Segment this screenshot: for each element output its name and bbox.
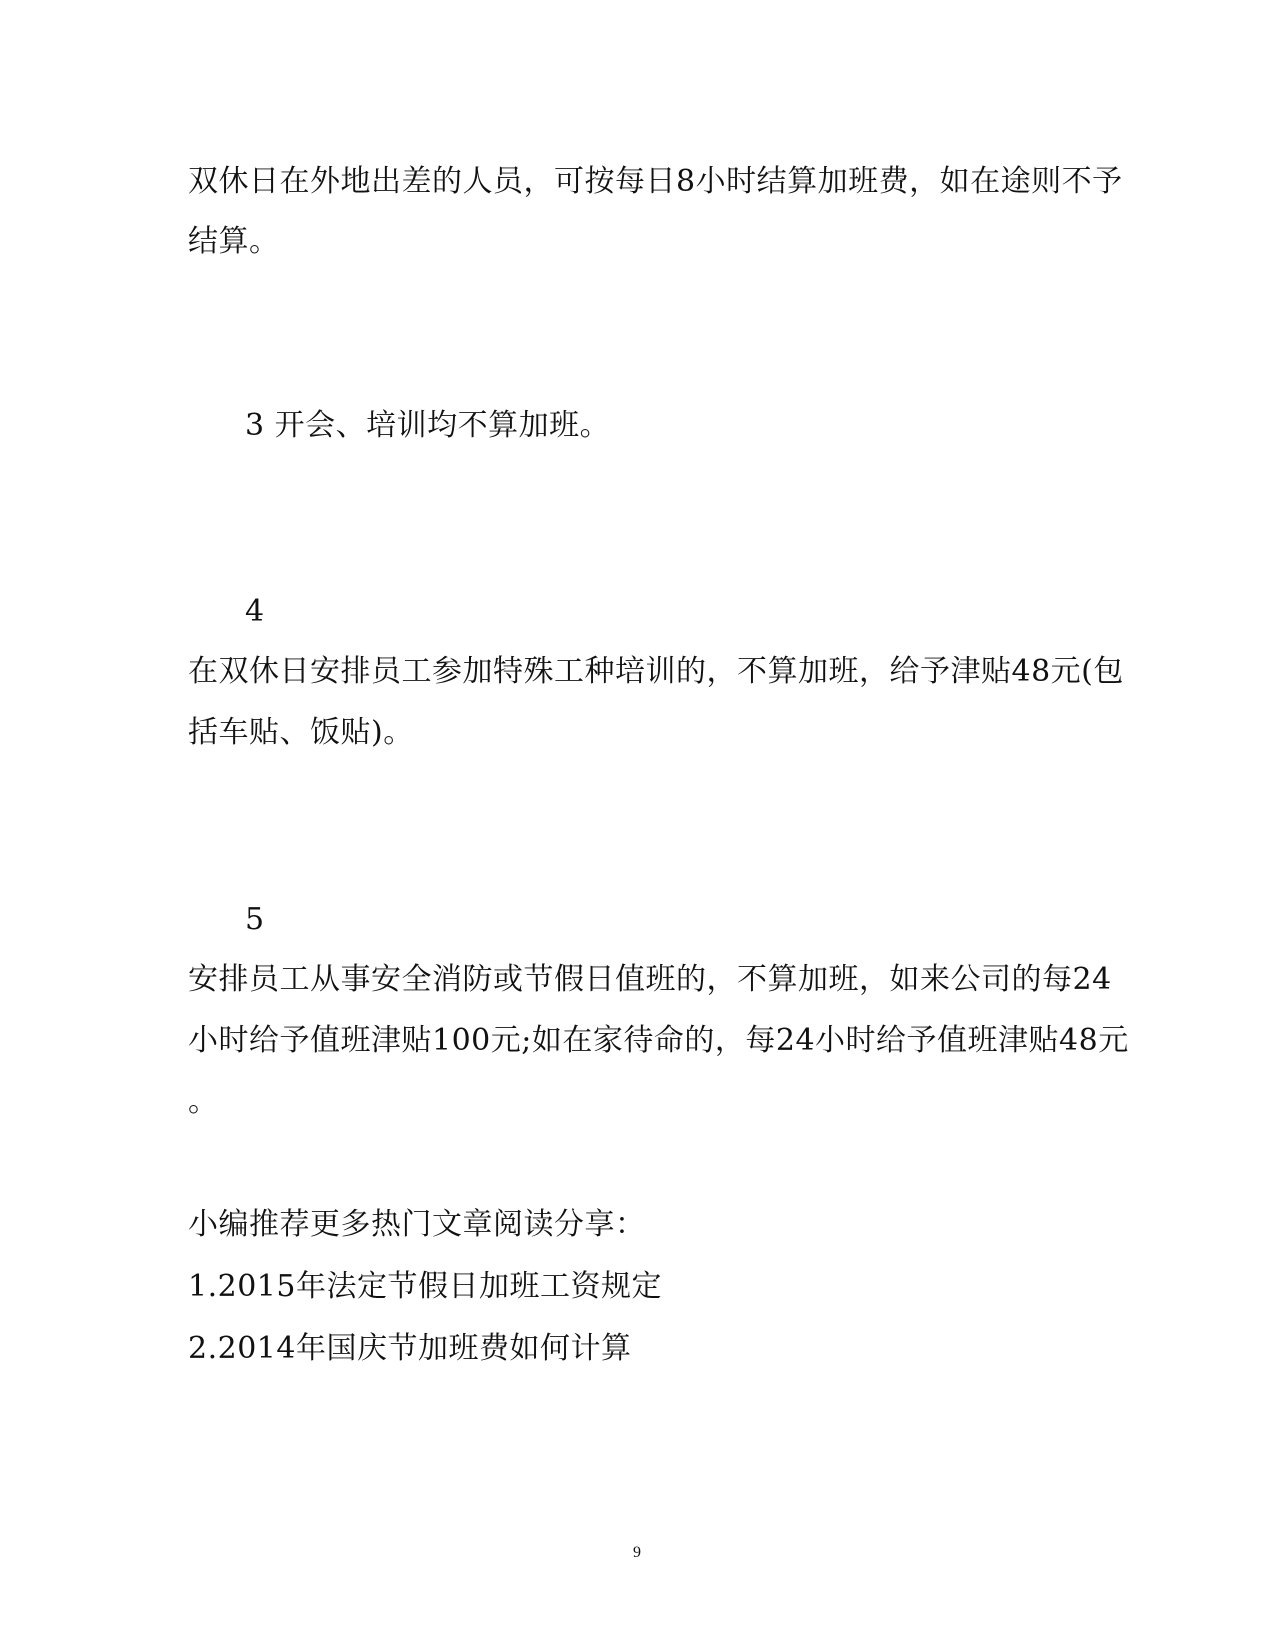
paragraph-1-line-2: 结算。 (188, 224, 280, 259)
item-4-line-1: 在双休日安排员工参加特殊工种培训的，不算加班，给予津贴48元(包 (188, 654, 1124, 689)
recommend-link-1[interactable]: 1.2015年法定节假日加班工资规定 (188, 1269, 662, 1304)
item-3-text: 3 开会、培训均不算加班。 (245, 408, 611, 443)
recommend-heading: 小编推荐更多热门文章阅读分享： (188, 1207, 646, 1242)
item-5-line-2: 小时给予值班津贴100元;如在家待命的，每24小时给予值班津贴48元 (188, 1023, 1129, 1058)
recommend-link-2[interactable]: 2.2014年国庆节加班费如何计算 (188, 1331, 632, 1366)
item-5-number: 5 (245, 902, 265, 937)
item-5-line-1: 安排员工从事安全消防或节假日值班的，不算加班，如来公司的每24 (188, 962, 1112, 997)
item-5-line-3: 。 (188, 1084, 219, 1119)
page-number: 9 (633, 1544, 641, 1561)
item-4-number: 4 (245, 594, 265, 629)
item-4-line-2: 括车贴、饭贴)。 (188, 715, 414, 750)
paragraph-1-line-1: 双休日在外地出差的人员，可按每日8小时结算加班费，如在途则不予 (188, 164, 1123, 199)
